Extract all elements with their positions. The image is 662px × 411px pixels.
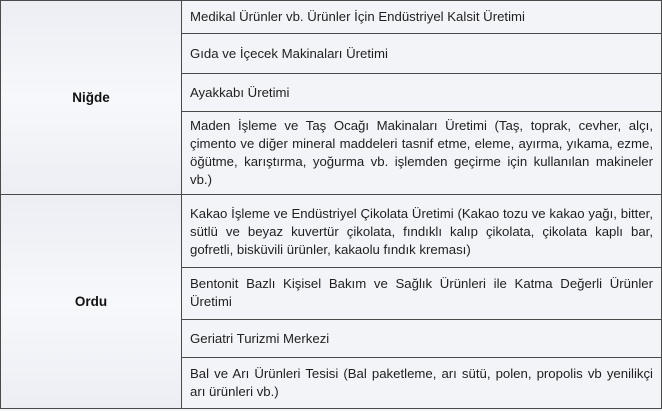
province-cell-ordu: Ordu: [1, 195, 182, 409]
table-cell: Bentonit Bazlı Kişisel Bakım ve Sağlık Ürünleri ile Katma Değerli Ürünler Üretimi: [182, 268, 662, 320]
table-row: [1, 1, 662, 34]
table-cell: Gıda ve İçecek Makinaları Üretimi: [182, 34, 662, 74]
table-cell: Maden İşleme ve Taş Ocağı Makinaları Üretimi (Taş, toprak, cevher, alçı, çimento ve diğer mineral maddeleri tasnif etme, eleme, ayırma, yıkama, ezme, öğütme, karıştırma, yoğurma vb. işlemden geçirme için kullanılan makineler vb.): [182, 112, 662, 195]
table-row: [1, 195, 662, 268]
table-cell: Medikal Ürünler vb. Ürünler İçin Endüstriyel Kalsit Üretimi: [182, 1, 662, 34]
table-cell: Geriatri Turizmi Merkezi: [182, 320, 662, 358]
table-cell: Ayakkabı Üretimi: [182, 74, 662, 112]
table-cell: Kakao İşleme ve Endüstriyel Çikolata Üretimi (Kakao tozu ve kakao yağı, bitter, sütlü ve beyaz kuvertür çikolata, fındıklı kalıp çikolata, çikolata kaplı bar, gofretli, bisküvili ürünler, kakaolu fındık kreması): [182, 195, 662, 268]
province-cell-nigde: Niğde: [1, 1, 182, 195]
table-cell: Bal ve Arı Ürünleri Tesisi (Bal paketleme, arı sütü, polen, propolis vb yenilikçi arı ürünleri vb.): [182, 358, 662, 409]
